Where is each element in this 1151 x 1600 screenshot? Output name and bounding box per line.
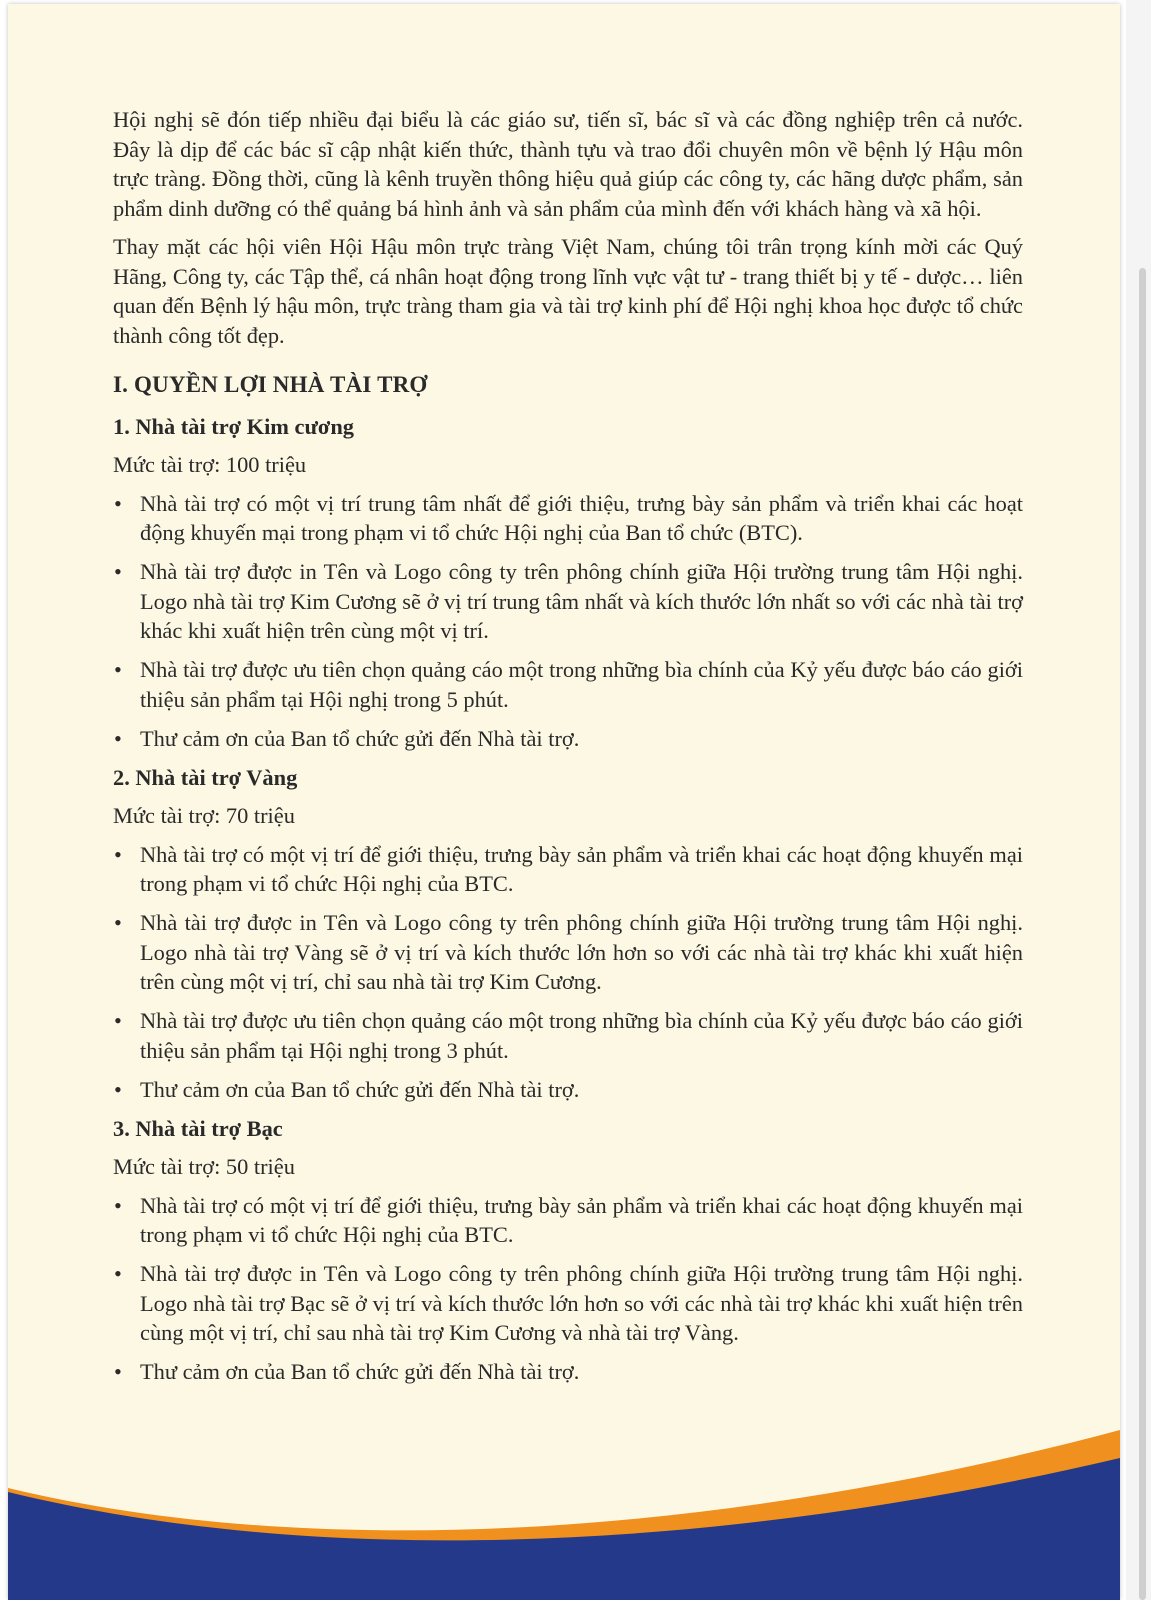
bullet-icon: • [114,490,122,516]
document-body [113,105,1023,1396]
benefit-text: Thư cảm ơn của Ban tổ chức gửi đến Nhà tài trợ. [140,1359,580,1384]
benefit-text: Nhà tài trợ được ưu tiên chọn quảng cáo một trong những bìa chính của Kỷ yếu được báo cáo giới thiệu sản phẩm tại Hội nghị trong 3 phút. [140,1008,1023,1063]
bullet-icon: • [114,725,122,751]
benefit-text: Thư cảm ơn của Ban tổ chức gửi đến Nhà tài trợ. [140,725,580,751]
tier-diamond [113,412,1023,754]
benefit-list [113,1191,1023,1387]
scrollbar-thumb[interactable] [1139,268,1146,1600]
list-item [113,489,1023,548]
bullet-icon: • [114,841,122,867]
benefit-text: Nhà tài trợ được in Tên và Logo công ty trên phông chính giữa Hội trường trung tâm Hội nghị. Logo nhà tài trợ Vàng sẽ ở vị trí và kích thước lớn hơn so với các nhà tài trợ khác khi xuất hiện trên cùng một vị trí, chỉ sau nhà tài trợ Kim Cương. [140,910,1023,994]
bullet-icon: • [114,1008,122,1033]
intro-paragraph-1: Hội nghị sẽ đón tiếp nhiều đại biểu là các giáo sư, tiến sĩ, bác sĩ và các đồng nghiệp trên cả nước. Đây là dịp để các bác sĩ cập nhật kiến thức, thành tựu và trao đổi chuyên môn về bệnh lý Hậu môn trực tràng. Đồng thời, cũng là kênh truyền thông hiệu quả giúp các công ty, các hãng dược phẩm, sản phẩm dinh dưỡng có thể quảng bá hình ảnh và sản phẩm của mình đến với khách hàng và xã hội. [113,107,1023,221]
tier-title: 1. Nhà tài trợ Kim cương [113,413,354,439]
tier-title: 2. Nhà tài trợ Vàng [113,764,298,790]
tier-amount: Mức tài trợ: 70 triệu [113,803,295,828]
benefit-text: Nhà tài trợ có một vị trí trung tâm nhất để giới thiệu, trưng bày sản phẩm và triển khai các hoạt động khuyến mại trong phạm vi tổ chức Hội nghị của Ban tổ chức (BTC). [140,490,1023,545]
benefit-list [113,489,1023,754]
bullet-icon: • [114,1076,122,1102]
document-page [8,4,1120,1600]
section-title: I. QUYỀN LỢI NHÀ TÀI TRỢ [113,372,428,397]
bullet-icon: • [114,1261,122,1286]
footer-wave-decoration [8,1410,1120,1600]
list-item [113,724,1023,754]
list-item [113,1191,1023,1250]
bullet-icon: • [114,559,122,584]
benefit-list [113,840,1023,1105]
benefit-text: Nhà tài trợ có một vị trí để giới thiệu, trưng bày sản phẩm và triển khai các hoạt động khuyến mại trong phạm vi tổ chức Hội nghị của BTC. [140,841,1023,896]
intro-paragraph-2: Thay mặt các hội viên Hội Hậu môn trực tràng Việt Nam, chúng tôi trân trọng kính mời các Quý Hãng, Công ty, các Tập thể, cá nhân hoạt động trong lĩnh vực vật tư - trang thiết bị y tế - dược… liên quan đến Bệnh lý hậu môn, trực tràng tham gia và tài trợ kinh phí để Hội nghị khoa học được tổ chức thành công tốt đẹp. [113,234,1023,348]
tier-title: 3. Nhà tài trợ Bạc [113,1115,283,1141]
benefit-text: Nhà tài trợ có một vị trí để giới thiệu, trưng bày sản phẩm và triển khai các hoạt động khuyến mại trong phạm vi tổ chức Hội nghị của BTC. [140,1192,1023,1247]
benefit-text: Nhà tài trợ được ưu tiên chọn quảng cáo một trong những bìa chính của Kỷ yếu được báo cáo giới thiệu sản phẩm tại Hội nghị trong 5 phút. [140,657,1023,712]
list-item [113,908,1023,997]
tier-gold [113,763,1023,1105]
bullet-icon: • [114,1192,122,1218]
benefit-text: Nhà tài trợ được in Tên và Logo công ty trên phông chính giữa Hội trường trung tâm Hội nghị. Logo nhà tài trợ Bạc sẽ ở vị trí và kích thước lớn hơn so với các nhà tài trợ khác khi xuất hiện trên cùng một vị trí, chỉ sau nhà tài trợ Kim Cương và nhà tài trợ Vàng. [140,1261,1023,1345]
bullet-icon: • [114,910,122,935]
vertical-scrollbar[interactable] [1126,0,1151,1600]
list-item [113,1075,1023,1105]
tier-silver [113,1114,1023,1387]
list-item [113,840,1023,899]
bullet-icon: • [114,1359,122,1384]
list-item [113,1259,1023,1348]
list-item [113,1357,1023,1387]
benefit-text: Thư cảm ơn của Ban tổ chức gửi đến Nhà tài trợ. [140,1076,580,1102]
list-item [113,1006,1023,1065]
benefit-text: Nhà tài trợ được in Tên và Logo công ty trên phông chính giữa Hội trường trung tâm Hội nghị. Logo nhà tài trợ Kim Cương sẽ ở vị trí trung tâm nhất và kích thước lớn nhất so với các nhà tài trợ khác khi xuất hiện trên cùng một vị trí. [140,559,1023,643]
tier-amount: Mức tài trợ: 100 triệu [113,452,307,477]
list-item [113,557,1023,646]
tier-amount: Mức tài trợ: 50 triệu [113,1154,295,1179]
bullet-icon: • [114,657,122,682]
list-item [113,655,1023,714]
